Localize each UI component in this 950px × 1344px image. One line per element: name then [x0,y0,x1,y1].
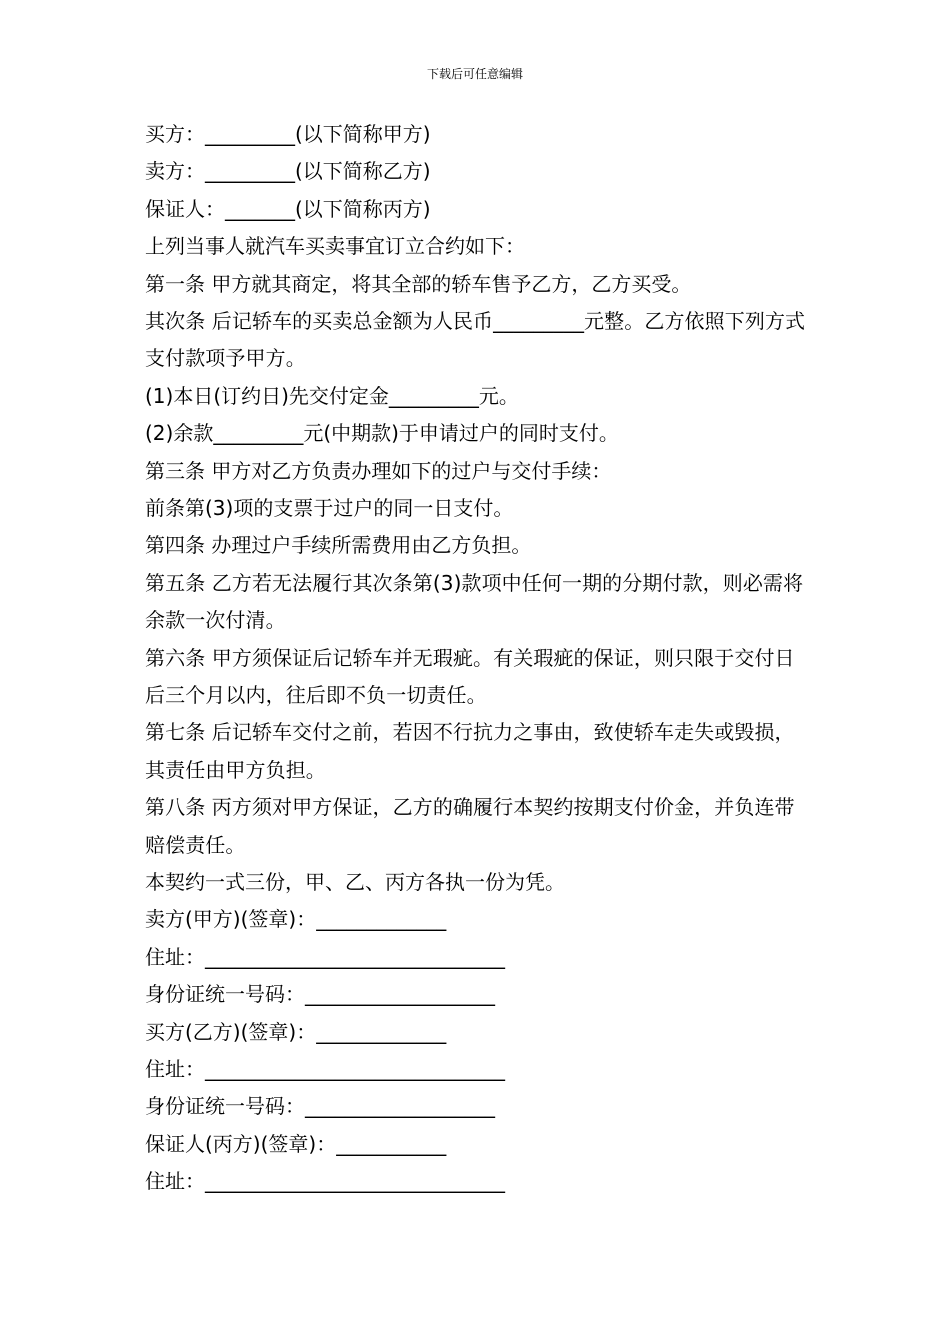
article-3: 第三条 甲方对乙方负责办理如下的过户与交付手续： [145,458,612,483]
preamble: 上列当事人就汽车买卖事宜订立合约如下： [145,234,525,259]
contract-body [145,116,810,1200]
copies-clause: 本契约一式三份，甲、乙、丙方各执一份为凭。 [145,869,565,894]
seller-signature-line: 卖方(甲方)(签章)：_____________ [145,907,447,932]
page-header: 下载后可任意编辑 [426,67,523,81]
buyer-id-line: 身份证统一号码：___________________ [145,1094,495,1119]
article-1: 第一条 甲方就其商定，将其全部的轿车售予乙方，乙方买受。 [145,271,692,296]
seller-id-line: 身份证统一号码：___________________ [145,982,495,1007]
buyer-line: 买方：_________(以下简称甲方) [145,122,431,146]
article-3-detail: 前条第(3)项的支票于过户的同一日支付。 [145,495,514,520]
article-7: 第七条 后记轿车交付之前，若因不行抗力之事由，致使轿车走失或毁损，其责任由甲方负担。 [145,720,795,782]
article-2: 其次条 后记轿车的买卖总金额为人民币_________元整。乙方依照下列方式支付款项予甲方。 [145,308,806,371]
seller-address-line: 住址：______________________________ [145,944,505,969]
guarantor-address-line: 住址：______________________________ [145,1169,505,1194]
seller-line: 卖方：_________(以下简称乙方) [145,159,431,184]
payment-item-2: (2)余款_________元(中期款)于申请过户的同时支付。 [145,421,619,446]
buyer-address-line: 住址：______________________________ [145,1056,505,1081]
guarantor-signature-line: 保证人(丙方)(签章)：___________ [145,1131,447,1156]
guarantor-line: 保证人：_______(以下简称丙方) [145,196,431,221]
payment-item-1: (1)本日(订约日)先交付定金_________元。 [145,383,519,408]
article-4: 第四条 办理过户手续所需费用由乙方负担。 [145,533,532,558]
article-5: 第五条 乙方若无法履行其次条第(3)款项中任何一期的分期付款，则必需将余款一次付清。 [145,570,804,633]
article-6: 第六条 甲方须保证后记轿车并无瑕疵。有关瑕疵的保证，则只限于交付日后三个月以内，往后即不负一切责任。 [145,645,795,707]
buyer-signature-line: 买方(乙方)(签章)：_____________ [145,1019,447,1044]
article-8: 第八条 丙方须对甲方保证，乙方的确履行本契约按期支付价金，并负连带赔偿责任。 [145,795,795,857]
